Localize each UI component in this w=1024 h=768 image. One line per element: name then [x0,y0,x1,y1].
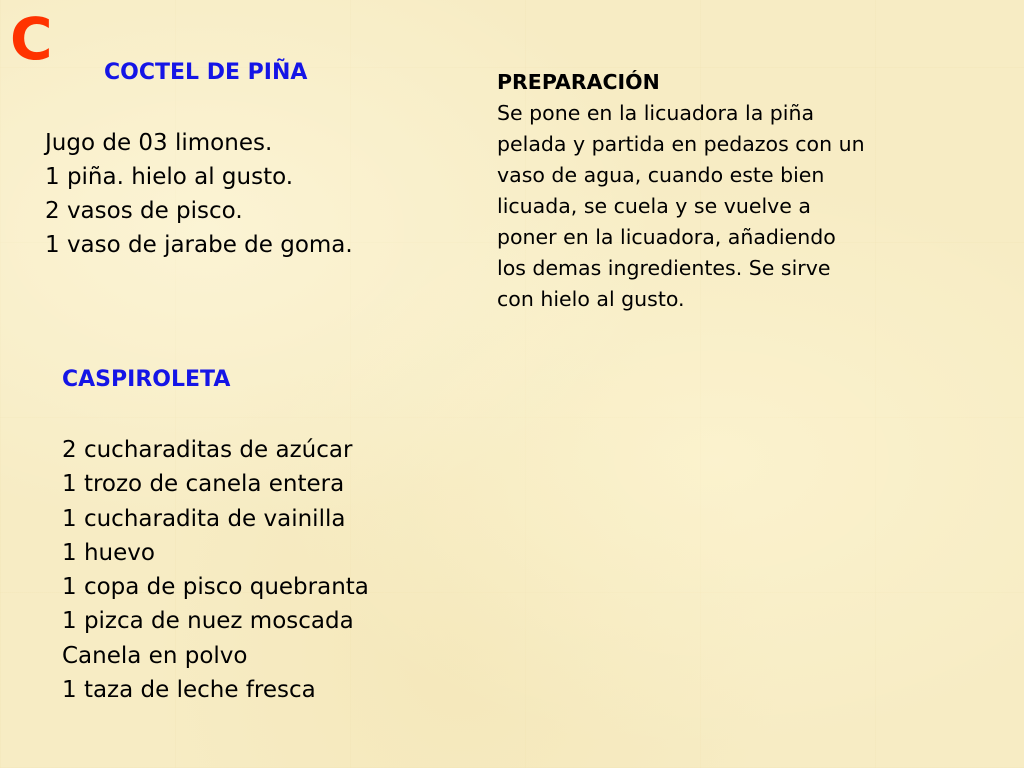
ingredient-item: 1 pizca de nuez moscada [62,608,354,635]
preparation-block [497,67,997,315]
ingredient-list-caspiroleta [62,433,369,707]
preparation-line: licuada, se cuela y se vuelve a [497,194,811,218]
ingredient-list-coctel [45,126,353,262]
ingredient-item: 1 trozo de canela entera [62,471,345,498]
ingredient-item: Canela en polvo [62,642,248,669]
recipe-title-coctel-de-pina: COCTEL DE PIÑA [104,60,308,85]
ingredient-item: 2 cucharaditas de azúcar [62,437,353,463]
ingredient-item: Jugo de 03 limones. [45,130,273,156]
preparation-line: pelada y partida en pedazos con un [497,132,865,156]
ingredient-item: 2 vasos de pisco. [45,198,243,224]
ingredient-item: 1 taza de leche fresca [62,677,316,704]
ingredient-item: 1 huevo [62,539,155,566]
preparation-line: Se pone en la licuadora la piña [497,101,815,125]
preparation-line: poner en la licuadora, añadiendo [497,225,836,249]
preparation-heading: PREPARACIÓN [497,70,660,94]
ingredient-item: 1 piña. hielo al gusto. [45,164,294,190]
recipe-title-caspiroleta: CASPIROLETA [62,367,231,392]
ingredient-item: 1 copa de pisco quebranta [62,574,369,601]
section-letter: C [10,5,53,73]
preparation-line: vaso de agua, cuando este bien [497,163,825,187]
preparation-line: los demas ingredientes. Se sirve [497,256,831,280]
ingredient-item: 1 cucharadita de vainilla [62,505,346,532]
ingredient-item: 1 vaso de jarabe de goma. [45,232,353,258]
preparation-line: con hielo al gusto. [497,287,685,311]
